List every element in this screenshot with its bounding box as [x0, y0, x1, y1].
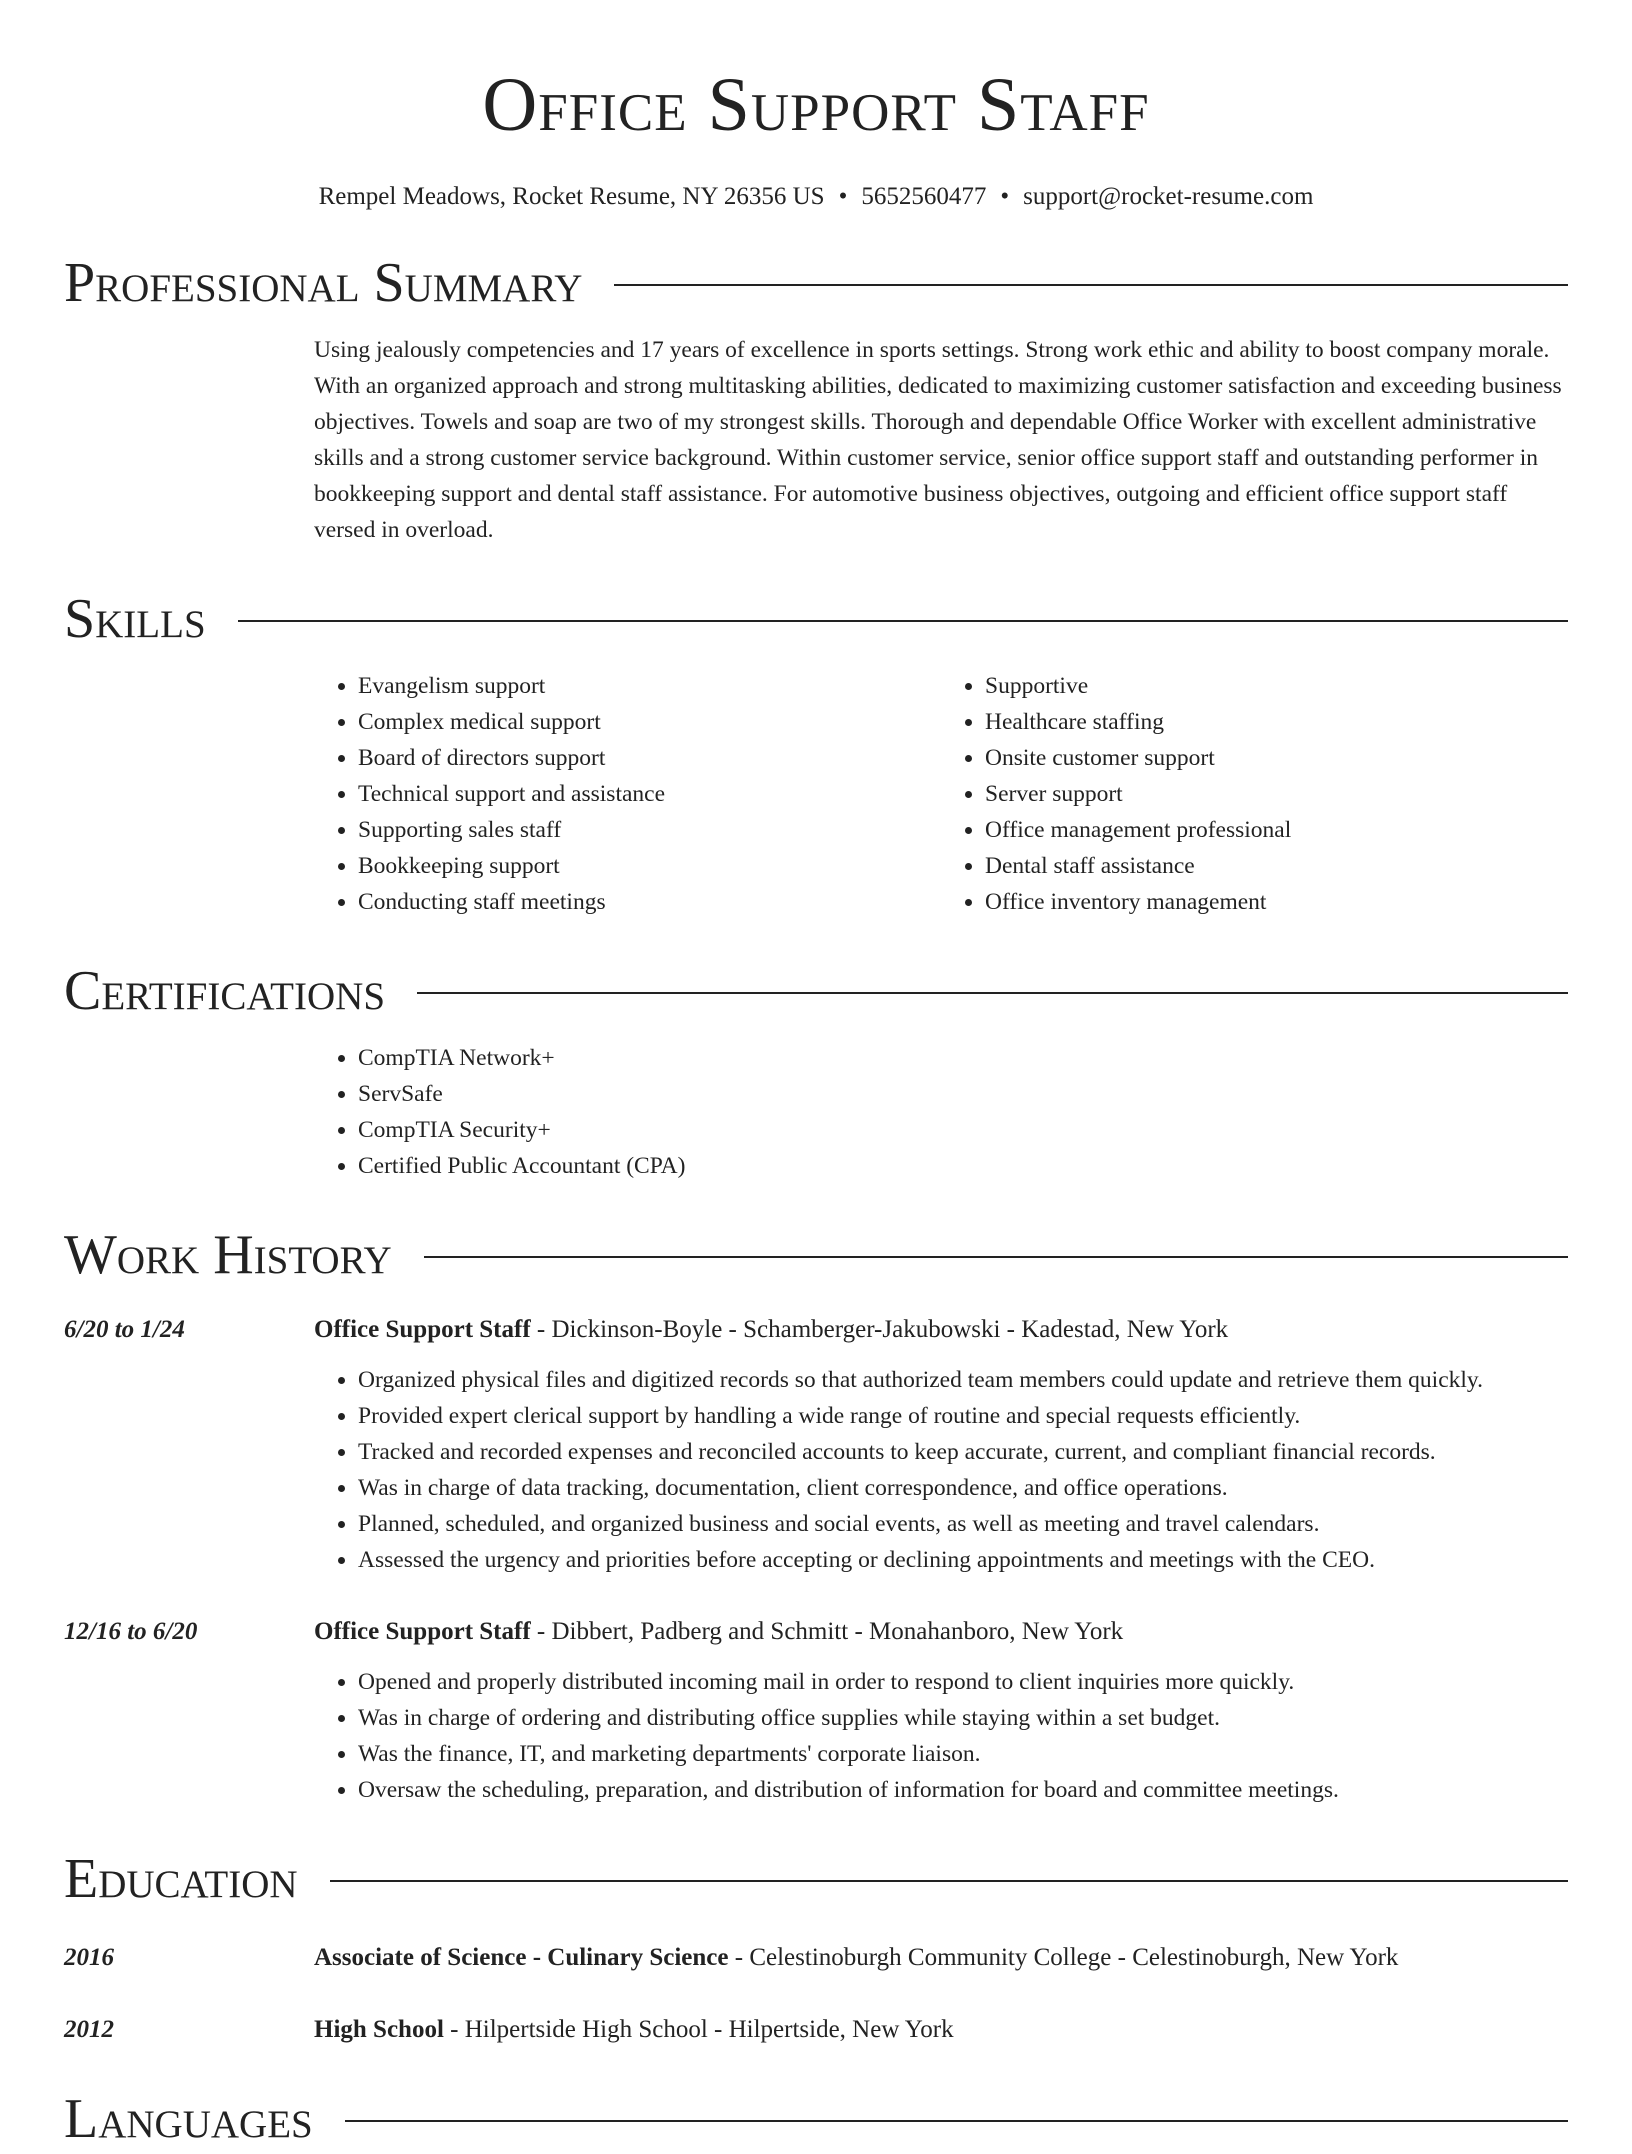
- job-bullet: • Oversaw the scheduling, preparation, and distribution of information for board and committee meetings.: [358, 1772, 1568, 1808]
- job-dates: 6/20 to 1/24: [64, 1316, 185, 1343]
- work-section-header: [64, 1220, 1568, 1290]
- job-bullet: • Provided expert clerical support by handling a wide range of routine and special requests efficiently.: [358, 1398, 1568, 1434]
- job-bullet: • Was in charge of data tracking, documentation, client correspondence, and office operations.: [358, 1470, 1568, 1506]
- skills-section-header: [64, 584, 1568, 654]
- skill-item: • Office inventory management: [985, 884, 1568, 920]
- education-heading: [314, 2012, 954, 2048]
- job-title: Office Support Staff: [314, 1316, 531, 1343]
- section-divider: [345, 2120, 1568, 2122]
- contact-phone: 5652560477: [861, 183, 987, 210]
- job-bullet: • Was in charge of ordering and distributing office supplies while staying within a set budget.: [358, 1700, 1568, 1736]
- certification-item: • ServSafe: [358, 1076, 1568, 1112]
- education-entry: [64, 1940, 1568, 1976]
- job-bullet: • Organized physical files and digitized records so that authorized team members could update and retrieve them quickly.: [358, 1362, 1568, 1398]
- job-title: Office Support Staff: [314, 1618, 531, 1645]
- section-divider: [614, 284, 1568, 286]
- job-bullet: • Planned, scheduled, and organized business and social events, as well as meeting and travel calendars.: [358, 1506, 1568, 1542]
- certification-item: • Certified Public Accountant (CPA): [358, 1148, 1568, 1184]
- section-divider: [424, 1256, 1568, 1258]
- job-bullets: [314, 1664, 1568, 1808]
- section-divider: [238, 620, 1568, 622]
- skill-item: • Conducting staff meetings: [358, 884, 941, 920]
- job-bullet: • Assessed the urgency and priorities before accepting or declining appointments and meetings with the CEO.: [358, 1542, 1568, 1578]
- summary-text: Using jealously competencies and 17 years of excellence in sports settings. Strong work ethic and ability to boost company morale. With an organized approach and strong multitasking abilities, dedicated to maximizing customer satisfaction and exceeding business objectives. Towels and soap are two of my strongest skills. Thorough and dependable Office Worker with excellent administrative skills and a strong customer service background. Within customer service, senior office support staff and outstanding performer in bookkeeping support and dental staff assistance. For automotive business objectives, outgoing and efficient office support staff versed in overload.: [314, 337, 1562, 543]
- education-year: 2012: [64, 2016, 114, 2043]
- certifications-section-header: [64, 956, 1568, 1026]
- skill-item: • Complex medical support: [358, 704, 941, 740]
- job-details: - Dickinson-Boyle - Schamberger-Jakubowski - Kadestad, New York: [530, 1316, 1229, 1343]
- skill-item: • Onsite customer support: [985, 740, 1568, 776]
- skill-item: • Supporting sales staff: [358, 812, 941, 848]
- skills-list: [314, 668, 1568, 920]
- job-entry: [64, 1312, 1568, 1578]
- education-heading: [314, 1940, 1398, 1976]
- job-header: [64, 1614, 1568, 1650]
- job-bullet: • Opened and properly distributed incoming mail in order to respond to client inquiries more quickly.: [358, 1664, 1568, 1700]
- contact-email: support@rocket-resume.com: [1023, 183, 1314, 210]
- skill-item: • Dental staff assistance: [985, 848, 1568, 884]
- skill-item: • Board of directors support: [358, 740, 941, 776]
- certification-item: • CompTIA Network+: [358, 1040, 1568, 1076]
- education-degree: Associate of Science - Culinary Science: [314, 1944, 729, 1971]
- job-header: [64, 1312, 1568, 1348]
- job-bullet: • Tracked and recorded expenses and reconciled accounts to keep accurate, current, and compliant financial records.: [358, 1434, 1568, 1470]
- resume-title: Office Support Staff: [482, 63, 1150, 147]
- skill-item: • Technical support and assistance: [358, 776, 941, 812]
- skills-column-left: [314, 668, 941, 920]
- separator-dot: •: [1000, 183, 1010, 210]
- education-details: - Celestinoburgh Community College - Celestinoburgh, New York: [728, 1944, 1399, 1971]
- summary-section-header: [64, 248, 1568, 318]
- job-heading: [314, 1614, 1123, 1650]
- job-bullet: • Was the finance, IT, and marketing departments' corporate liaison.: [358, 1736, 1568, 1772]
- education-section-header: [64, 1844, 1568, 1914]
- education-degree: High School: [314, 2016, 444, 2043]
- certification-item: • CompTIA Security+: [358, 1112, 1568, 1148]
- section-title-certifications: Certifications: [64, 960, 386, 1022]
- languages-section-header: [64, 2084, 1568, 2154]
- section-title-education: Education: [64, 1848, 298, 1910]
- contact-address: Rempel Meadows, Rocket Resume, NY 26356 US: [318, 183, 825, 210]
- skill-item: • Evangelism support: [358, 668, 941, 704]
- education-entry: [64, 2012, 1568, 2048]
- job-entry: [64, 1614, 1568, 1808]
- section-divider: [330, 1880, 1568, 1882]
- job-details: - Dibbert, Padberg and Schmitt - Monahanboro, New York: [530, 1618, 1124, 1645]
- skill-item: • Supportive: [985, 668, 1568, 704]
- education-year: 2016: [64, 1944, 114, 1971]
- education-details: - Hilpertside High School - Hilpertside, New York: [443, 2016, 954, 2043]
- skill-item: • Server support: [985, 776, 1568, 812]
- skill-item: • Healthcare staffing: [985, 704, 1568, 740]
- skill-item: • Office management professional: [985, 812, 1568, 848]
- section-title-summary: Professional Summary: [64, 252, 583, 314]
- contact-line: [64, 182, 1568, 212]
- job-dates: 12/16 to 6/20: [64, 1618, 198, 1645]
- section-title-skills: Skills: [64, 588, 206, 650]
- certifications-list: [314, 1040, 1568, 1184]
- separator-dot: •: [838, 183, 848, 210]
- job-bullets: [314, 1362, 1568, 1578]
- section-title-work: Work History: [64, 1224, 392, 1286]
- job-heading: [314, 1312, 1228, 1348]
- skills-column-right: [941, 668, 1568, 920]
- section-title-languages: Languages: [64, 2088, 313, 2150]
- section-divider: [417, 992, 1568, 994]
- skill-item: • Bookkeeping support: [358, 848, 941, 884]
